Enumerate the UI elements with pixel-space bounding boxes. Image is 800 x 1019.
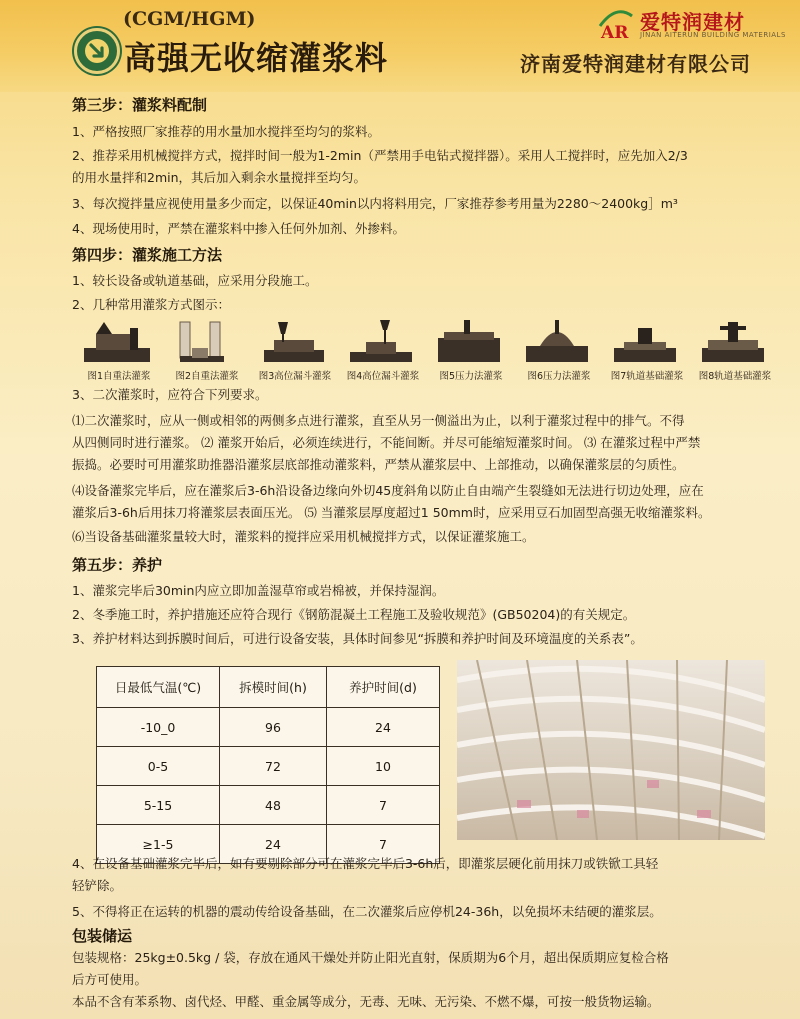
diagram-6-caption: 图6压力法灌浆 — [527, 371, 591, 382]
secondary-heading: 3、二次灌浆时，应符合下列要求。 — [72, 387, 268, 402]
diagram-5 — [428, 318, 512, 386]
table-cell: -10_0 — [97, 708, 220, 747]
diagram-4 — [340, 318, 424, 386]
req-line-2: 从四侧同时进行灌浆。 ⑵ 灌浆开始后，必须连续进行，不能间断。并尽可能缩短灌浆时间。 ⑶ 在灌浆过程中严禁 — [72, 435, 701, 450]
storage-line-3: 本品不含有苯系物、卤代烃、甲醛、重金属等成分，无毒、无味、无污染、不燃不爆，可按一般货物运输。 — [72, 994, 660, 1009]
table-header-row — [97, 667, 440, 708]
svg-text:AR: AR — [601, 23, 629, 42]
construction-photo — [457, 660, 765, 840]
step3-line-1: 1、严格按照厂家推荐的用水量加水搅拌至均匀的浆料。 — [72, 124, 380, 139]
diagram-7 — [604, 318, 688, 386]
diagram-1 — [76, 318, 160, 386]
table-cell: 7 — [327, 786, 440, 825]
table-row — [97, 708, 440, 747]
step5-line-3: 3、养护材料达到拆膜时间后，可进行设备安装，具体时间参见“拆膜和养护时间及环境温度的关系表”。 — [72, 631, 643, 646]
step3-line-3: 的用水量拌和2min，其后加入剩余水量搅拌至均匀。 — [72, 170, 367, 185]
step5-after-line-1: 4、在设备基础灌浆完毕后，如有要剔除部分可在灌浆完毕后3-6h后，即灌浆层硬化前用抹刀或铁锨工具轻 — [72, 856, 659, 871]
company-name: 济南爱特润建材有限公司 — [520, 52, 751, 76]
diagram-5-caption: 图5压力法灌浆 — [439, 371, 503, 382]
step3-heading: 第三步：灌浆料配制 — [72, 96, 208, 114]
table-cell: 7 — [327, 825, 440, 864]
table-cell: ≥1-5 — [97, 825, 220, 864]
table-cell: 24 — [220, 825, 327, 864]
arrow-down-right-icon — [74, 28, 120, 74]
table-row — [97, 786, 440, 825]
step5-line-2: 2、冬季施工时，养护措施还应符合现行《钢筋混凝土工程施工及验收规范》(GB50204)的有关规定。 — [72, 607, 636, 622]
company-logo — [598, 6, 634, 42]
req-line-6: ⑹当设备基础灌浆量较大时，灌浆料的搅拌应采用机械搅拌方式，以保证灌浆施工。 — [72, 529, 535, 544]
brand-english: JINAN AITERUN BUILDING MATERIALS — [640, 31, 786, 39]
diagram-4-caption: 图4高位漏斗灌浆 — [346, 371, 420, 382]
diagram-8 — [692, 318, 776, 386]
step5-heading: 第五步：养护 — [72, 556, 163, 574]
table-header: 养护时间(d) — [327, 667, 440, 708]
req-line-3: 振捣。必要时可用灌浆助推器沿灌浆层底部推动灌浆料，严禁从灌浆层中、上部推动，以确保灌浆层的匀质性。 — [72, 457, 685, 472]
req-line-5: 灌浆后3-6h后用抹刀将灌浆层表面压光。 ⑸ 当灌浆层厚度超过1 50mm时，应采用豆石加固型高强无收缩灌浆料。 — [72, 505, 711, 520]
step5-line-1: 1、灌浆完毕后30min内应立即加盖湿草帘或岩棉被，并保持湿润。 — [72, 583, 445, 598]
diagram-2-caption: 图2自重法灌浆 — [175, 371, 239, 382]
product-title: 高强无收缩灌浆料 — [124, 39, 389, 77]
diagram-3 — [252, 318, 336, 386]
table-cell: 96 — [220, 708, 327, 747]
step5-after-line-2: 轻铲除。 — [72, 878, 123, 893]
diagram-1-caption: 图1自重法灌浆 — [87, 371, 151, 382]
table-cell: 0-5 — [97, 747, 220, 786]
step3-line-2: 2、推荐采用机械搅拌方式，搅拌时间一般为1-2min（严禁用手电钻式搅拌器）。采用人工搅拌时，应先加入2/3 — [72, 148, 688, 163]
step5-after-line-3: 5、不得将正在运转的机器的震动传给设备基础，在二次灌浆后应停机24-36h，以免损坏未结硬的灌浆层。 — [72, 904, 662, 919]
diagram-6 — [516, 318, 600, 386]
step3-line-5: 4、现场使用时，严禁在灌浆料中掺入任何外加剂、外掺料。 — [72, 221, 405, 236]
product-code: (CGM/HGM) — [123, 8, 256, 30]
curing-time-table — [96, 666, 440, 864]
req-line-4: ⑷设备灌浆完毕后，应在灌浆后3-6h沿设备边缘向外切45度斜角以防止自由端产生裂缝如无法进行切边处理，应在 — [72, 483, 704, 498]
grouting-diagrams — [76, 318, 776, 386]
diagram-8-caption: 图8轨道基础灌浆 — [698, 371, 772, 382]
table-cell: 72 — [220, 747, 327, 786]
step4-line-2: 2、几种常用灌浆方式图示： — [72, 297, 230, 312]
diagram-7-caption: 图7轨道基础灌浆 — [610, 371, 684, 382]
step4-line-1: 1、较长设备或轨道基础，应采用分段施工。 — [72, 273, 318, 288]
table-cell: 24 — [327, 708, 440, 747]
brand-name: 爱特润建材 — [640, 10, 745, 34]
table-row — [97, 747, 440, 786]
table-header: 日最低气温(℃) — [97, 667, 220, 708]
req-line-1: ⑴二次灌浆时，应从一侧或相邻的两侧多点进行灌浆，直至从另一侧溢出为止，以利于灌浆过程中的排气。不得 — [72, 413, 685, 428]
table-cell: 48 — [220, 786, 327, 825]
storage-line-2: 后方可使用。 — [72, 972, 148, 987]
table-cell: 5-15 — [97, 786, 220, 825]
storage-line-1: 包装规格：25kg±0.5kg / 袋，存放在通风干燥处并防止阳光直射，保质期为6个月，超出保质期应复检合格 — [72, 950, 669, 965]
storage-heading: 包装储运 — [72, 927, 133, 945]
header — [0, 0, 800, 92]
diagram-2 — [164, 318, 248, 386]
table-cell: 10 — [327, 747, 440, 786]
step3-line-4: 3、每次搅拌量应视使用量多少而定，以保证40min以内将料用完，厂家推荐参考用量为2280～2400kg］m³ — [72, 196, 678, 211]
table-header: 拆模时间(h) — [220, 667, 327, 708]
step4-heading: 第四步：灌浆施工方法 — [72, 246, 223, 264]
diagram-3-caption: 图3高位漏斗灌浆 — [258, 371, 332, 382]
